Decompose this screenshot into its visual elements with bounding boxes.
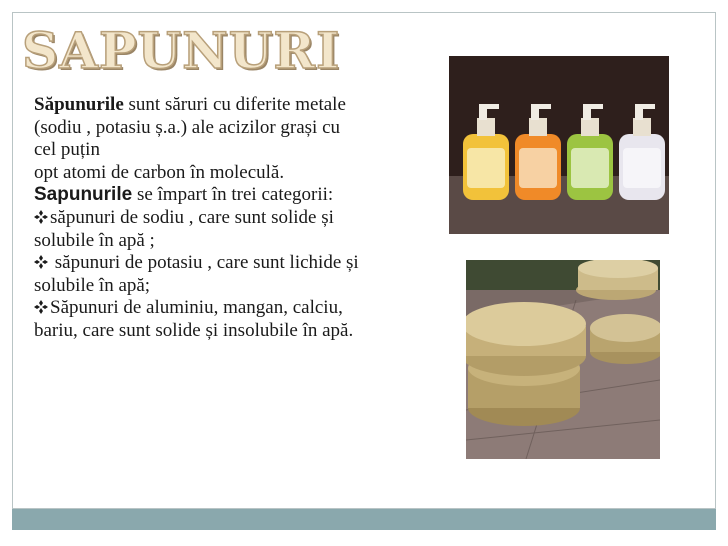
- bullet-item: [34, 297, 364, 342]
- diamond-bullet-icon: [34, 300, 48, 314]
- slide-footer-bar: [12, 509, 716, 530]
- slide-body-text: [34, 94, 364, 343]
- liquid-soap-bottles-image: [449, 56, 669, 234]
- paragraph-definition-bold: Săpunurile: [34, 94, 124, 115]
- paragraph-categories-bold: Sapunurile: [34, 184, 133, 206]
- slide-title: SAPUNURI: [22, 21, 341, 80]
- bullet-text: săpunuri de potasiu , care sunt lichide și solubile în apă;: [34, 252, 359, 296]
- bullet-item: [34, 252, 364, 297]
- paragraph-atoms: opt atomi de carbon în moleculă.: [34, 161, 285, 183]
- paragraph-definition-text: sunt săruri cu diferite metale (sodiu , potasiu ș.a.) ale acizilor grași cu cel puțin: [34, 94, 346, 161]
- paragraph-categories: [34, 184, 364, 207]
- paragraph-categories-text: se împart în trei categorii:: [132, 184, 334, 206]
- paragraph-definition: [34, 94, 364, 162]
- bullet-text: Săpunuri de aluminiu, mangan, calciu, bariu, care sunt solide și insolubile în apă.: [34, 297, 354, 341]
- diamond-bullet-icon: [34, 210, 48, 224]
- diamond-bullet-icon: [34, 255, 48, 269]
- bullet-item: [34, 207, 364, 252]
- bullet-text: săpunuri de sodiu , care sunt solide și solubile în apă ;: [34, 206, 334, 251]
- soap-bars-image: [466, 260, 660, 459]
